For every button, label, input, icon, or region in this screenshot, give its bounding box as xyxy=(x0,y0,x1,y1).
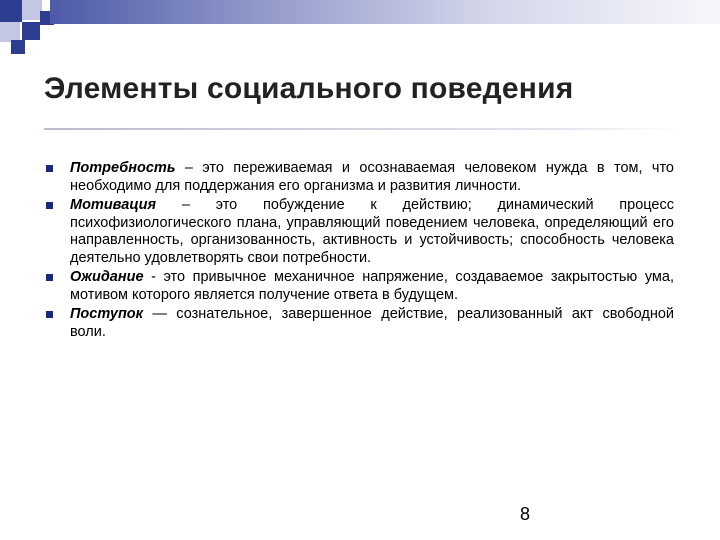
corner-square-small xyxy=(11,40,25,54)
square-bullet-icon xyxy=(46,165,53,172)
term-label: Поступок xyxy=(70,306,144,322)
list-item xyxy=(44,269,674,304)
square-bullet-icon xyxy=(46,274,53,281)
title-divider xyxy=(44,128,684,130)
bullet-list xyxy=(44,160,674,343)
list-item xyxy=(44,197,674,267)
corner-square-dark xyxy=(22,22,40,40)
term-definition: — сознательное, завершенное действие, реализованный акт свободной воли. xyxy=(70,306,674,340)
term-definition: – это переживаемая и осознаваемая человеком нужда в том, что необходимо для поддержания его организма и развития личности. xyxy=(70,160,674,194)
corner-square-dark xyxy=(0,0,22,22)
list-item xyxy=(44,160,674,195)
page-number: 8 xyxy=(520,504,531,524)
square-bullet-icon xyxy=(46,311,53,318)
term-definition: - это привычное механичное напряжение, создаваемое закрытостью ума, мотивом которого является получение ответа в будущем. xyxy=(70,269,674,303)
square-bullet-icon xyxy=(46,202,53,209)
header-gradient-bar xyxy=(50,0,720,24)
list-item xyxy=(44,306,674,341)
term-label: Ожидание xyxy=(70,269,144,285)
corner-square-light xyxy=(0,22,20,42)
corner-square-light xyxy=(22,0,42,20)
slide-title: Элементы социального поведения xyxy=(44,72,574,105)
term-definition: – это побуждение к действию; динамический процесс психофизиологического плана, управляющий поведением человека, определяющий его направленность, организованность, активность и устойчивость; способность человека деятельно удовлетворять свои потребности. xyxy=(70,197,674,266)
term-label: Потребность xyxy=(70,160,176,176)
term-label: Мотивация xyxy=(70,197,157,213)
